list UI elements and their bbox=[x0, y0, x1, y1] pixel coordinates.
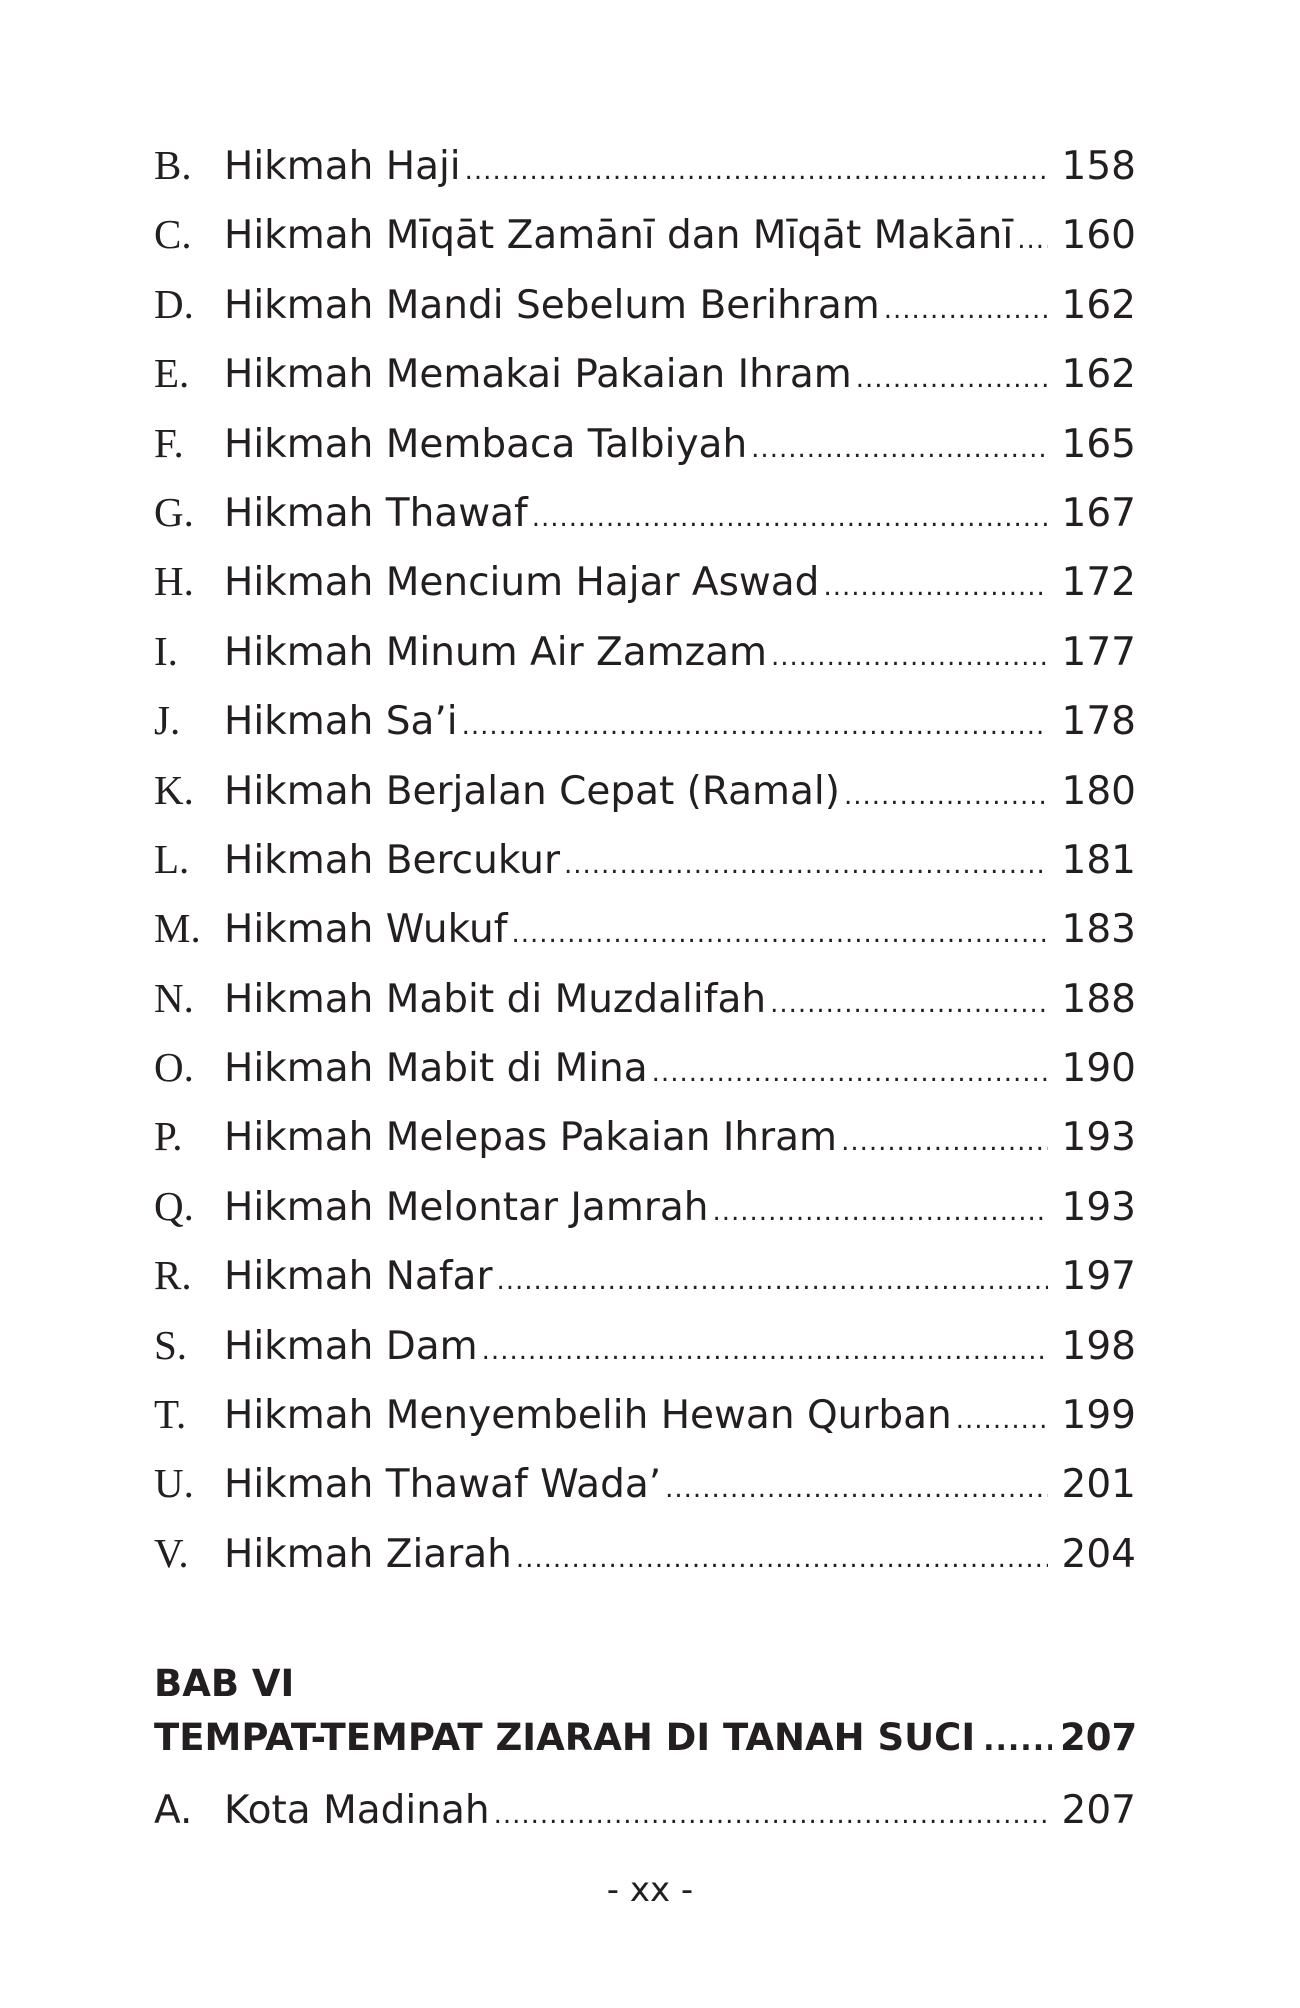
toc-entry-letter: U. bbox=[154, 1460, 194, 1507]
dot-leader bbox=[1017, 225, 1048, 255]
toc-entry-title: Hikmah Menyembelih Hewan Qurban bbox=[224, 1393, 952, 1439]
chapter-heading bbox=[154, 1652, 1136, 1780]
toc-entry-title: Hikmah Memakai Pakaian Ihram bbox=[224, 352, 852, 398]
chapter-title-row bbox=[154, 1716, 1136, 1780]
toc-entry-title: Hikmah Melontar Jamrah bbox=[224, 1184, 709, 1230]
dot-leader bbox=[771, 642, 1048, 672]
toc-entry bbox=[154, 1321, 1136, 1390]
toc-entry-page-number: 190 bbox=[1061, 1046, 1136, 1092]
toc-entry bbox=[154, 904, 1136, 973]
chapter-entries bbox=[154, 1788, 1136, 1857]
toc-entry bbox=[154, 974, 1136, 1043]
toc-entry-page-number: 165 bbox=[1061, 421, 1136, 467]
toc-entry-page-number: 198 bbox=[1061, 1323, 1136, 1369]
toc-entry-letter: F. bbox=[154, 419, 184, 466]
toc-entry-page-number: 197 bbox=[1061, 1254, 1136, 1300]
table-of-contents bbox=[154, 141, 1136, 1598]
toc-entry-letter: V. bbox=[154, 1529, 189, 1576]
toc-entry-letter: Q. bbox=[154, 1182, 194, 1229]
toc-entry-letter: L. bbox=[154, 835, 190, 882]
toc-entry-page-number: 158 bbox=[1061, 144, 1136, 189]
dot-leader bbox=[712, 1197, 1048, 1227]
toc-entry-title: Hikmah Haji bbox=[224, 144, 461, 189]
toc-entry-page-number: 177 bbox=[1061, 629, 1136, 675]
dot-leader bbox=[652, 1058, 1048, 1088]
dot-leader bbox=[983, 1723, 1052, 1758]
toc-entry-letter: R. bbox=[154, 1252, 192, 1299]
toc-entry bbox=[154, 1182, 1136, 1251]
toc-entry-title: Hikmah Ziarah bbox=[224, 1531, 512, 1577]
toc-entry bbox=[154, 419, 1136, 488]
toc-entry bbox=[154, 141, 1136, 210]
dot-leader bbox=[511, 919, 1048, 949]
toc-entry-letter: M. bbox=[154, 905, 201, 952]
toc-entry-page-number: 188 bbox=[1061, 976, 1136, 1022]
toc-entry-page-number: 162 bbox=[1061, 282, 1136, 328]
dot-leader bbox=[497, 1266, 1049, 1296]
toc-entry-letter: H. bbox=[154, 558, 194, 605]
toc-entry-page-number: 207 bbox=[1061, 1788, 1136, 1833]
toc-entry-title: Hikmah Nafar bbox=[224, 1254, 493, 1300]
toc-entry-title: Hikmah Sa’i bbox=[224, 699, 458, 745]
toc-entry-page-number: 193 bbox=[1061, 1115, 1136, 1161]
toc-entry-title: Hikmah Bercukur bbox=[224, 837, 560, 883]
toc-entry-page-number: 180 bbox=[1061, 768, 1136, 814]
dot-leader bbox=[516, 1544, 1048, 1574]
toc-entry bbox=[154, 210, 1136, 279]
dot-leader bbox=[770, 989, 1048, 1019]
toc-entry bbox=[154, 1529, 1136, 1598]
dot-leader bbox=[841, 1127, 1048, 1157]
dot-leader bbox=[665, 1474, 1048, 1504]
toc-entry-page-number: 178 bbox=[1061, 699, 1136, 745]
toc-entry-page-number: 201 bbox=[1061, 1462, 1136, 1508]
toc-entry-title: Hikmah Berjalan Cepat (Ramal) bbox=[224, 768, 840, 814]
toc-entry bbox=[154, 627, 1136, 696]
toc-entry-title: Hikmah Minum Air Zamzam bbox=[224, 629, 767, 675]
toc-entry-title: Hikmah Melepas Pakaian Ihram bbox=[224, 1115, 838, 1161]
toc-entry-title: Hikmah Mencium Hajar Aswad bbox=[224, 560, 820, 606]
toc-entry-letter: B. bbox=[154, 142, 192, 188]
toc-entry bbox=[154, 766, 1136, 835]
toc-entry bbox=[154, 349, 1136, 418]
dot-leader bbox=[482, 1336, 1048, 1366]
dot-leader bbox=[462, 711, 1048, 741]
toc-entry-letter: G. bbox=[154, 488, 194, 535]
toc-entry-letter: D. bbox=[154, 280, 194, 327]
toc-entry-page-number: 181 bbox=[1061, 837, 1136, 883]
toc-entry-page-number: 183 bbox=[1061, 907, 1136, 953]
toc-entry-title: Hikmah Mabit di Muzdalifah bbox=[224, 976, 767, 1022]
toc-entry-letter: P. bbox=[154, 1113, 183, 1160]
dot-leader bbox=[884, 295, 1048, 325]
toc-entry-title: Hikmah Dam bbox=[224, 1323, 478, 1369]
toc-entry-page-number: 204 bbox=[1061, 1531, 1136, 1577]
toc-entry-letter: N. bbox=[154, 974, 194, 1021]
toc-entry-title: Hikmah Mandi Sebelum Berihram bbox=[224, 282, 880, 328]
toc-entry bbox=[154, 280, 1136, 349]
toc-entry-letter: E. bbox=[154, 350, 190, 397]
dot-leader bbox=[856, 364, 1048, 394]
toc-entry bbox=[154, 557, 1136, 626]
toc-entry-page-number: 199 bbox=[1061, 1393, 1136, 1439]
toc-entry-letter: K. bbox=[154, 766, 194, 813]
toc-entry-title: Hikmah Mabit di Mina bbox=[224, 1046, 648, 1092]
toc-entry-letter: S. bbox=[154, 1321, 188, 1368]
dot-leader bbox=[844, 781, 1048, 811]
toc-entry bbox=[154, 696, 1136, 765]
toc-entry-letter: C. bbox=[154, 211, 192, 258]
toc-entry-title: Hikmah Wukuf bbox=[224, 907, 508, 953]
toc-entry-title: Hikmah Membaca Talbiyah bbox=[224, 421, 748, 467]
dot-leader bbox=[564, 850, 1048, 880]
toc-entry-title: Hikmah Mīqāt Zamānī dan Mīqāt Makānī bbox=[224, 213, 1014, 259]
toc-entry-title: Kota Madinah bbox=[224, 1788, 490, 1833]
toc-entry-letter: I. bbox=[154, 627, 178, 674]
toc-entry-letter: T. bbox=[154, 1391, 187, 1438]
toc-entry-title: Hikmah Thawaf bbox=[224, 490, 528, 536]
toc-entry bbox=[154, 1788, 1136, 1857]
toc-entry bbox=[154, 488, 1136, 557]
toc-entry-letter: A. bbox=[154, 1788, 193, 1833]
toc-entry-page-number: 172 bbox=[1061, 560, 1136, 606]
page-number: - xx - bbox=[606, 1870, 694, 1910]
toc-entry bbox=[154, 1112, 1136, 1181]
toc-entry-page-number: 193 bbox=[1061, 1184, 1136, 1230]
toc-entry bbox=[154, 1459, 1136, 1528]
dot-leader bbox=[823, 572, 1048, 602]
toc-entry bbox=[154, 835, 1136, 904]
toc-entry-title: Hikmah Thawaf Wada’ bbox=[224, 1462, 662, 1508]
toc-entry bbox=[154, 1251, 1136, 1320]
toc-entry bbox=[154, 1043, 1136, 1112]
chapter-label: BAB VI bbox=[154, 1662, 295, 1705]
dot-leader bbox=[956, 1405, 1048, 1435]
toc-entry-page-number: 160 bbox=[1061, 213, 1136, 259]
chapter-page-number: 207 bbox=[1060, 1716, 1138, 1759]
dot-leader bbox=[532, 503, 1048, 533]
dot-leader bbox=[465, 156, 1048, 186]
toc-entry-page-number: 167 bbox=[1061, 490, 1136, 536]
dot-leader bbox=[494, 1800, 1048, 1830]
toc-entry-page-number: 162 bbox=[1061, 352, 1136, 398]
toc-entry bbox=[154, 1390, 1136, 1459]
toc-entry-letter: O. bbox=[154, 1044, 194, 1091]
chapter-title: TEMPAT-TEMPAT ZIARAH DI TANAH SUCI bbox=[154, 1716, 976, 1759]
dot-leader bbox=[751, 434, 1048, 464]
toc-entry-letter: J. bbox=[154, 697, 181, 744]
